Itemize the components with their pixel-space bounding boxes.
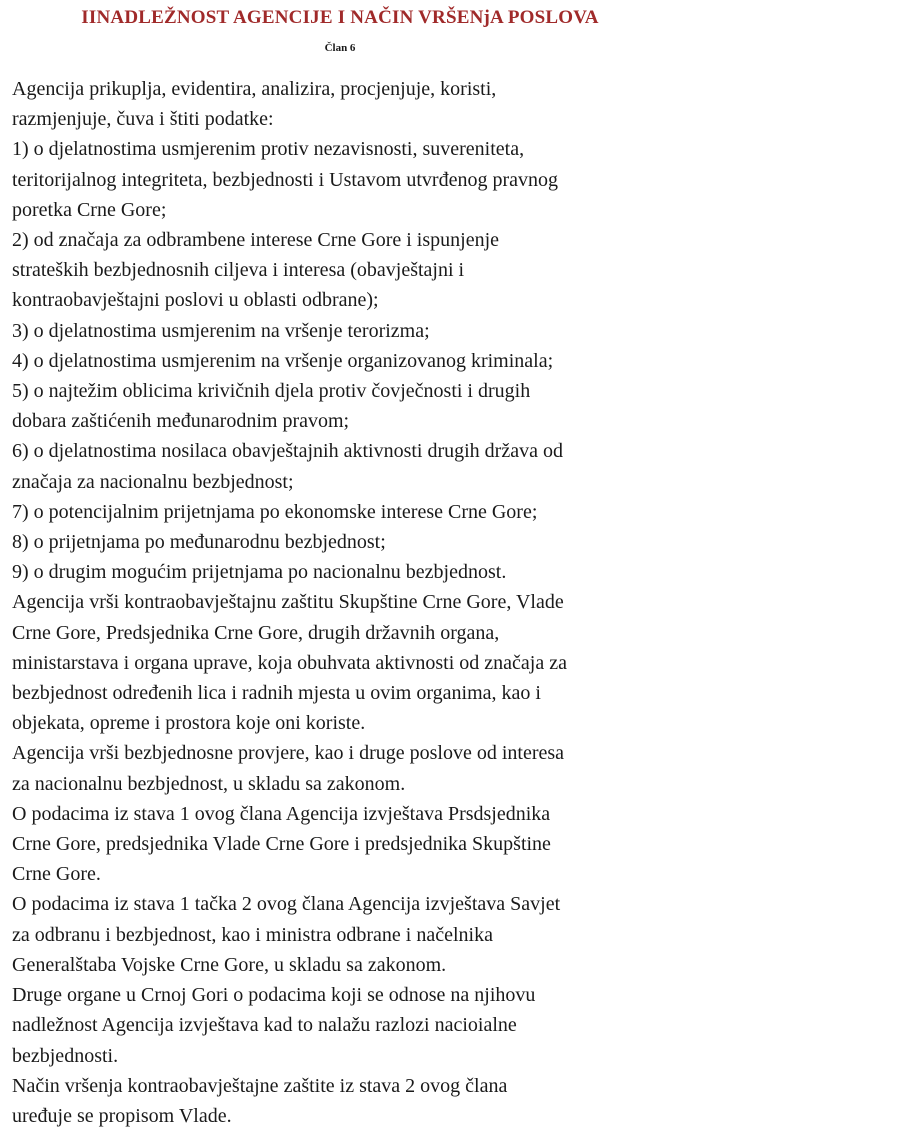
text-line: Crne Gore. xyxy=(12,863,101,886)
text-line: kontraobavještajni poslovi u oblasti odbrane); xyxy=(12,289,379,312)
text-line: poretka Crne Gore; xyxy=(12,198,167,221)
text-line: Agencija vrši bezbjednosne provjere, kao i druge poslove od interesa xyxy=(12,742,565,765)
article-body xyxy=(12,74,892,1131)
text-line: O podacima iz stava 1 ovog člana Agencija izvještava Prsdsjednika xyxy=(12,802,551,825)
text-line: razmjenjuje, čuva i štiti podatke: xyxy=(12,108,274,131)
text-line: objekata, opreme i prostora koje oni koriste. xyxy=(12,712,366,735)
text-line: Generalštaba Vojske Crne Gore, u skladu sa zakonom. xyxy=(12,953,447,976)
text-line: 9) o drugim mogućim prijetnjama po nacionalnu bezbjednost. xyxy=(12,561,507,584)
text-line: nadležnost Agencija izvještava kad to nalažu razlozi nacioialne xyxy=(12,1014,517,1037)
text-line: strateških bezbjednosnih ciljeva i interesa (obavještajni i xyxy=(12,259,465,282)
text-line: ministarstava i organa uprave, koja obuhvata aktivnosti od značaja za xyxy=(12,651,567,674)
text-line: Druge organe u Crnoj Gori o podacima koji se odnose na njihovu xyxy=(12,984,536,1007)
text-line: teritorijalnog integriteta, bezbjednosti i Ustavom utvrđenog pravnog xyxy=(12,168,558,191)
text-line: 6) o djelatnostima nosilaca obavještajnih aktivnosti drugih država od xyxy=(12,440,563,463)
text-line: O podacima iz stava 1 tačka 2 ovog člana Agencija izvještava Savjet xyxy=(12,893,561,916)
text-line: 1) o djelatnostima usmjerenim protiv nezavisnosti, suvereniteta, xyxy=(12,138,525,161)
text-line: za nacionalnu bezbjednost, u skladu sa zakonom. xyxy=(12,772,406,795)
text-line: za odbranu i bezbjednost, kao i ministra odbrane i načelnika xyxy=(12,923,493,946)
text-line: Crne Gore, Predsjednika Crne Gore, drugih državnih organa, xyxy=(12,621,500,644)
text-line: dobara zaštićenih međunarodnim pravom; xyxy=(12,410,350,433)
text-line: bezbjednosti. xyxy=(12,1044,119,1067)
text-line: 5) o najtežim oblicima krivičnih djela protiv čovječnosti i drugih xyxy=(12,380,531,403)
text-line: značaja za nacionalnu bezbjednost; xyxy=(12,470,294,493)
text-line: 7) o potencijalnim prijetnjama po ekonomske interese Crne Gore; xyxy=(12,500,538,523)
text-line: uređuje se propisom Vlade. xyxy=(12,1104,232,1127)
text-line: 8) o prijetnjama po međunarodnu bezbjednost; xyxy=(12,531,386,554)
text-line: Način vršenja kontraobavještajne zaštite iz stava 2 ovog člana xyxy=(12,1074,508,1097)
text-line: 2) od značaja za odbrambene interese Crne Gore i ispunjenje xyxy=(12,229,500,252)
text-line: Agencija prikuplja, evidentira, analizira, procjenjuje, koristi, xyxy=(12,78,497,100)
text-line: 3) o djelatnostima usmjerenim na vršenje terorizma; xyxy=(12,319,430,342)
text-line: 4) o djelatnostima usmjerenim na vršenje organizovanog kriminala; xyxy=(12,349,554,372)
text-line: bezbjednost određenih lica i radnih mjesta u ovim organima, kao i xyxy=(12,682,541,705)
article-number: Član 6 xyxy=(324,42,356,54)
text-line: Crne Gore, predsjednika Vlade Crne Gore i predsjednika Skupštine xyxy=(12,833,551,856)
text-line: Agencija vrši kontraobavještajnu zaštitu Skupštine Crne Gore, Vlade xyxy=(12,591,564,614)
chapter-heading: IINADLEŽNOST AGENCIJE I NAČIN VRŠENjA POSLOVA xyxy=(81,7,599,28)
